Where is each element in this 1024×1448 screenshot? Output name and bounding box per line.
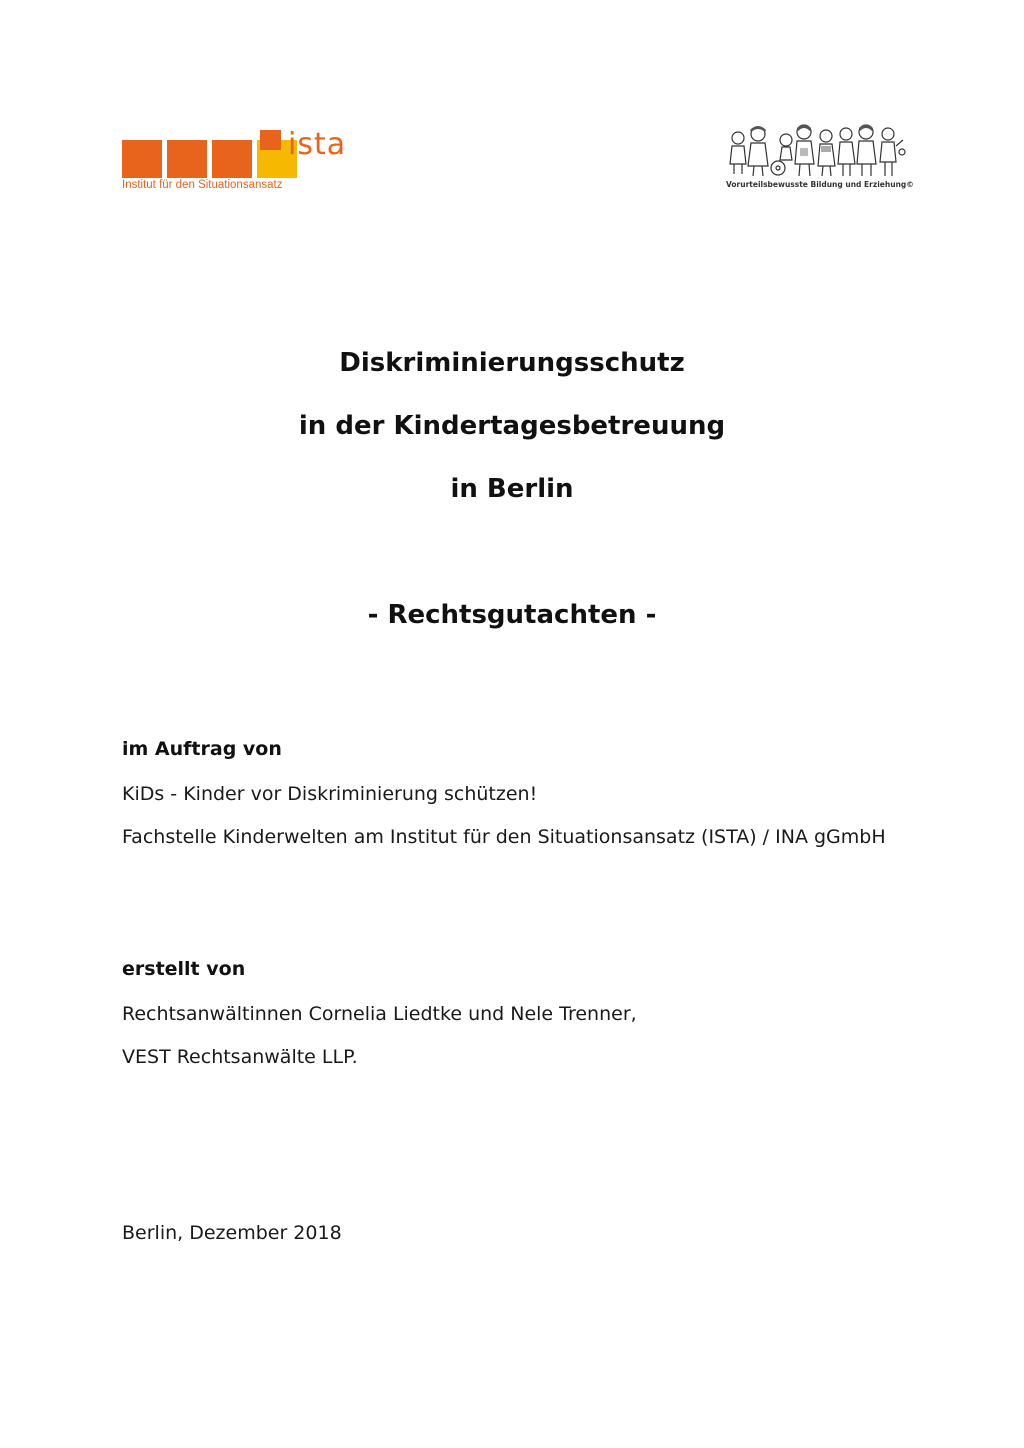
- kinderwelten-caption: Vorurteilsbewusste Bildung und Erziehung©: [726, 180, 914, 189]
- logo-square: [212, 140, 252, 178]
- logo-square-small: [260, 130, 281, 150]
- author-line-2: VEST Rechtsanwälte LLP.: [122, 1046, 358, 1068]
- children-group-drawing-icon: [726, 122, 906, 178]
- title-line-2: in der Kindertagesbetreuung: [298, 411, 726, 441]
- title-line-1: Diskriminierungsschutz: [339, 348, 685, 378]
- author-line-1: Rechtsanwältinnen Cornelia Liedtke und Nele Trenner,: [122, 1003, 637, 1025]
- place-date: Berlin, Dezember 2018: [122, 1222, 342, 1244]
- commissioned-line-2: Fachstelle Kinderwelten am Institut für den Situationsansatz (ISTA) / INA gGmbH: [122, 826, 886, 848]
- document-subtitle: - Rechtsgutachten -: [367, 600, 657, 630]
- ista-wordmark: ista: [288, 127, 347, 162]
- logo-square: [167, 140, 207, 178]
- author-heading: erstellt von: [122, 958, 246, 980]
- logo-square: [122, 140, 162, 178]
- title-line-3: in Berlin: [450, 474, 574, 504]
- commissioned-line-1: KiDs - Kinder vor Diskriminierung schützen!: [122, 783, 538, 805]
- ista-logo: [122, 128, 372, 198]
- ista-subline: Institut für den Situationsansatz: [122, 179, 283, 191]
- commissioned-heading: im Auftrag von: [122, 738, 282, 760]
- kinderwelten-logo: [722, 122, 912, 194]
